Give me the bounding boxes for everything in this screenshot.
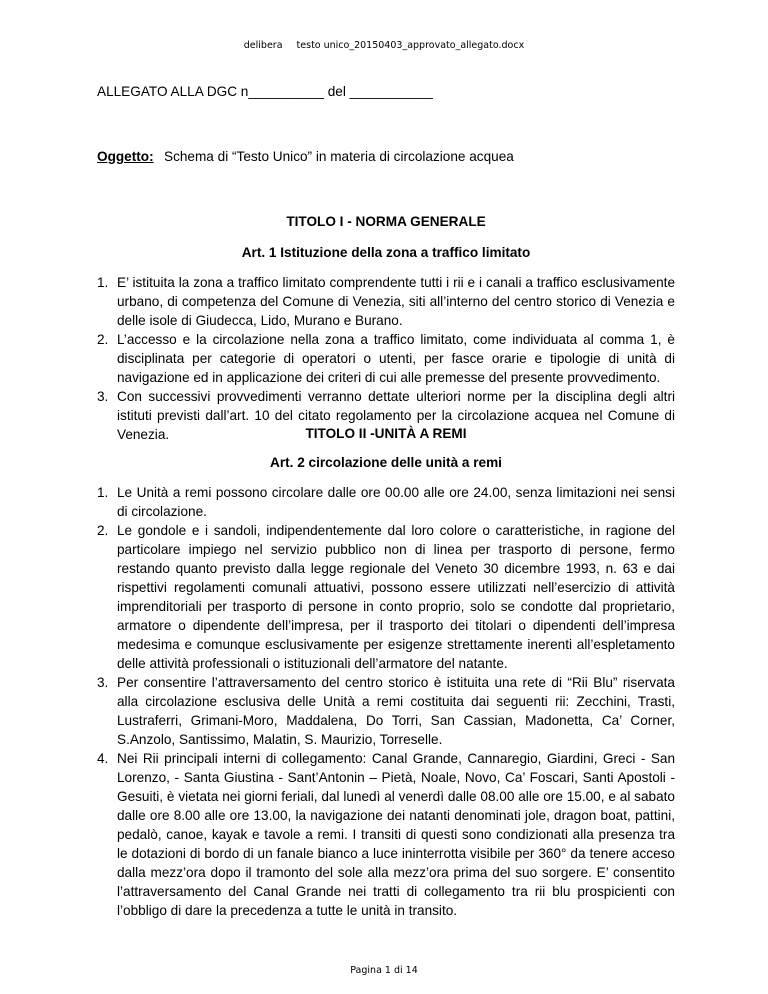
header-filename: testo unico_20150403_approvato_allegato.docx: [296, 40, 525, 51]
oggetto-line: [97, 149, 514, 164]
list-item: 1. E’ istituita la zona a traffico limitato comprendente tutti i rii e i canali a traffico esclusivamente urbano, di competenza del Comune di Venezia, siti all’interno del centro storico di Venezia e delle isole di Giudecca, Lido, Murano e Burano.: [97, 275, 675, 328]
allegato-line: ALLEGATO ALLA DGC n__________ del ___________: [97, 84, 433, 99]
art-1-heading: Art. 1 Istituzione della zona a traffico limitato: [241, 245, 531, 260]
art-2-list: [97, 483, 675, 920]
oggetto-label: Oggetto:: [97, 149, 154, 164]
list-item: 4. Nei Rii principali interni di collegamento: Canal Grande, Cannaregio, Giardini, Greci - San Lorenzo, - Santa Giustina - Sant’Antonin – Pietà, Noale, Novo, Ca’ Foscari, Santi Apostoli - Gesuiti, è vietata nei giorni feriali, dal lunedì al venerdì dalle 08.00 alle ore 15.00, e al sabato dalle ore 8.00 alle ore 13.00, la navigazione dei natanti denominati jole, dragon boat, pattini, pedalò, canoe, kayak e tavole a remi. I transiti di questi sono condizionati alla presenza tra le dotazioni di bordo di un fanale bianco a luce ininterrotta visibile per 360° da tenere acceso dalla mezz’ora dopo il tramonto del sole alla mezz’ora prima del suo sorgere. E’ consentito l’attraversamento del Canal Grande nei tratti di collegamento tra rii blu prospicienti con l’obbligo di dare la precedenza a tutte le unità in transito.: [97, 751, 675, 918]
titolo-1-heading: TITOLO I - NORMA GENERALE: [286, 214, 486, 229]
list-item: 3. Con successivi provvedimenti verranno dettate ulteriori norme per la disciplina degli altri istituti previsti dall’art. 10 del citato regolamento per la circolazione acquea nel Comune di Venezia.: [97, 389, 675, 442]
list-item: 2. L’accesso e la circolazione nella zona a traffico limitato, come individuata al comma 1, è disciplinata per categorie di operatori o utenti, per fasce orarie e tipologie di unità di navigazione ed in applicazione dei criteri di cui alle premesse del presente provvedimento.: [97, 332, 675, 385]
titolo-2-heading: TITOLO II -UNITÀ A REMI: [305, 426, 467, 441]
list-item: 2. Le gondole e i sandoli, indipendentemente dal loro colore o caratteristiche, in ragione del particolare impiego nel servizio pubblico non di linea per trasporto di persone, fermo restando quanto previsto dalla legge regionale del Veneto 30 dicembre 1993, n. 63 e dai rispettivi regolamenti comunali attuativi, possono essere utilizzati nell’esercizio di attività imprenditoriali per trasporto di persone in conto proprio, solo se condotte dal proprietario, armatore o dipendente dell’impresa, per il trasporto dei titolari o dipendenti dell’impresa medesima e comunque esclusivamente per esigenze strettamente inerenti all’espletamento delle attività professionali o istituzionali dell’armatore del natante.: [97, 523, 675, 671]
art-1-list: [97, 273, 675, 444]
list-item: 3. Per consentire l’attraversamento del centro storico è istituita una rete di “Rii Blu” riservata alla circolazione esclusiva delle Unità a remi costituita dai seguenti rii: Zecchini, Trasti, Lustraferri, Grimani-Moro, Maddalena, Do Torri, San Cassian, Madonetta, Ca’ Corner, S.Anzolo, Santissimo, Malatin, S. Maurizio, Torreselle.: [97, 675, 675, 747]
header-left: delibera: [243, 40, 283, 51]
oggetto-text: Schema di “Testo Unico” in materia di circolazione acquea: [164, 149, 514, 164]
art-2-heading: Art. 2 circolazione delle unità a remi: [270, 455, 502, 470]
page-header: [0, 40, 768, 51]
list-item: 1. Le Unità a remi possono circolare dalle ore 00.00 alle ore 24.00, senza limitazioni nei sensi di circolazione.: [97, 485, 675, 519]
art-1-body: [97, 273, 675, 444]
page-footer: Pagina 1 di 14: [350, 965, 418, 976]
art-2-body: [97, 483, 675, 920]
